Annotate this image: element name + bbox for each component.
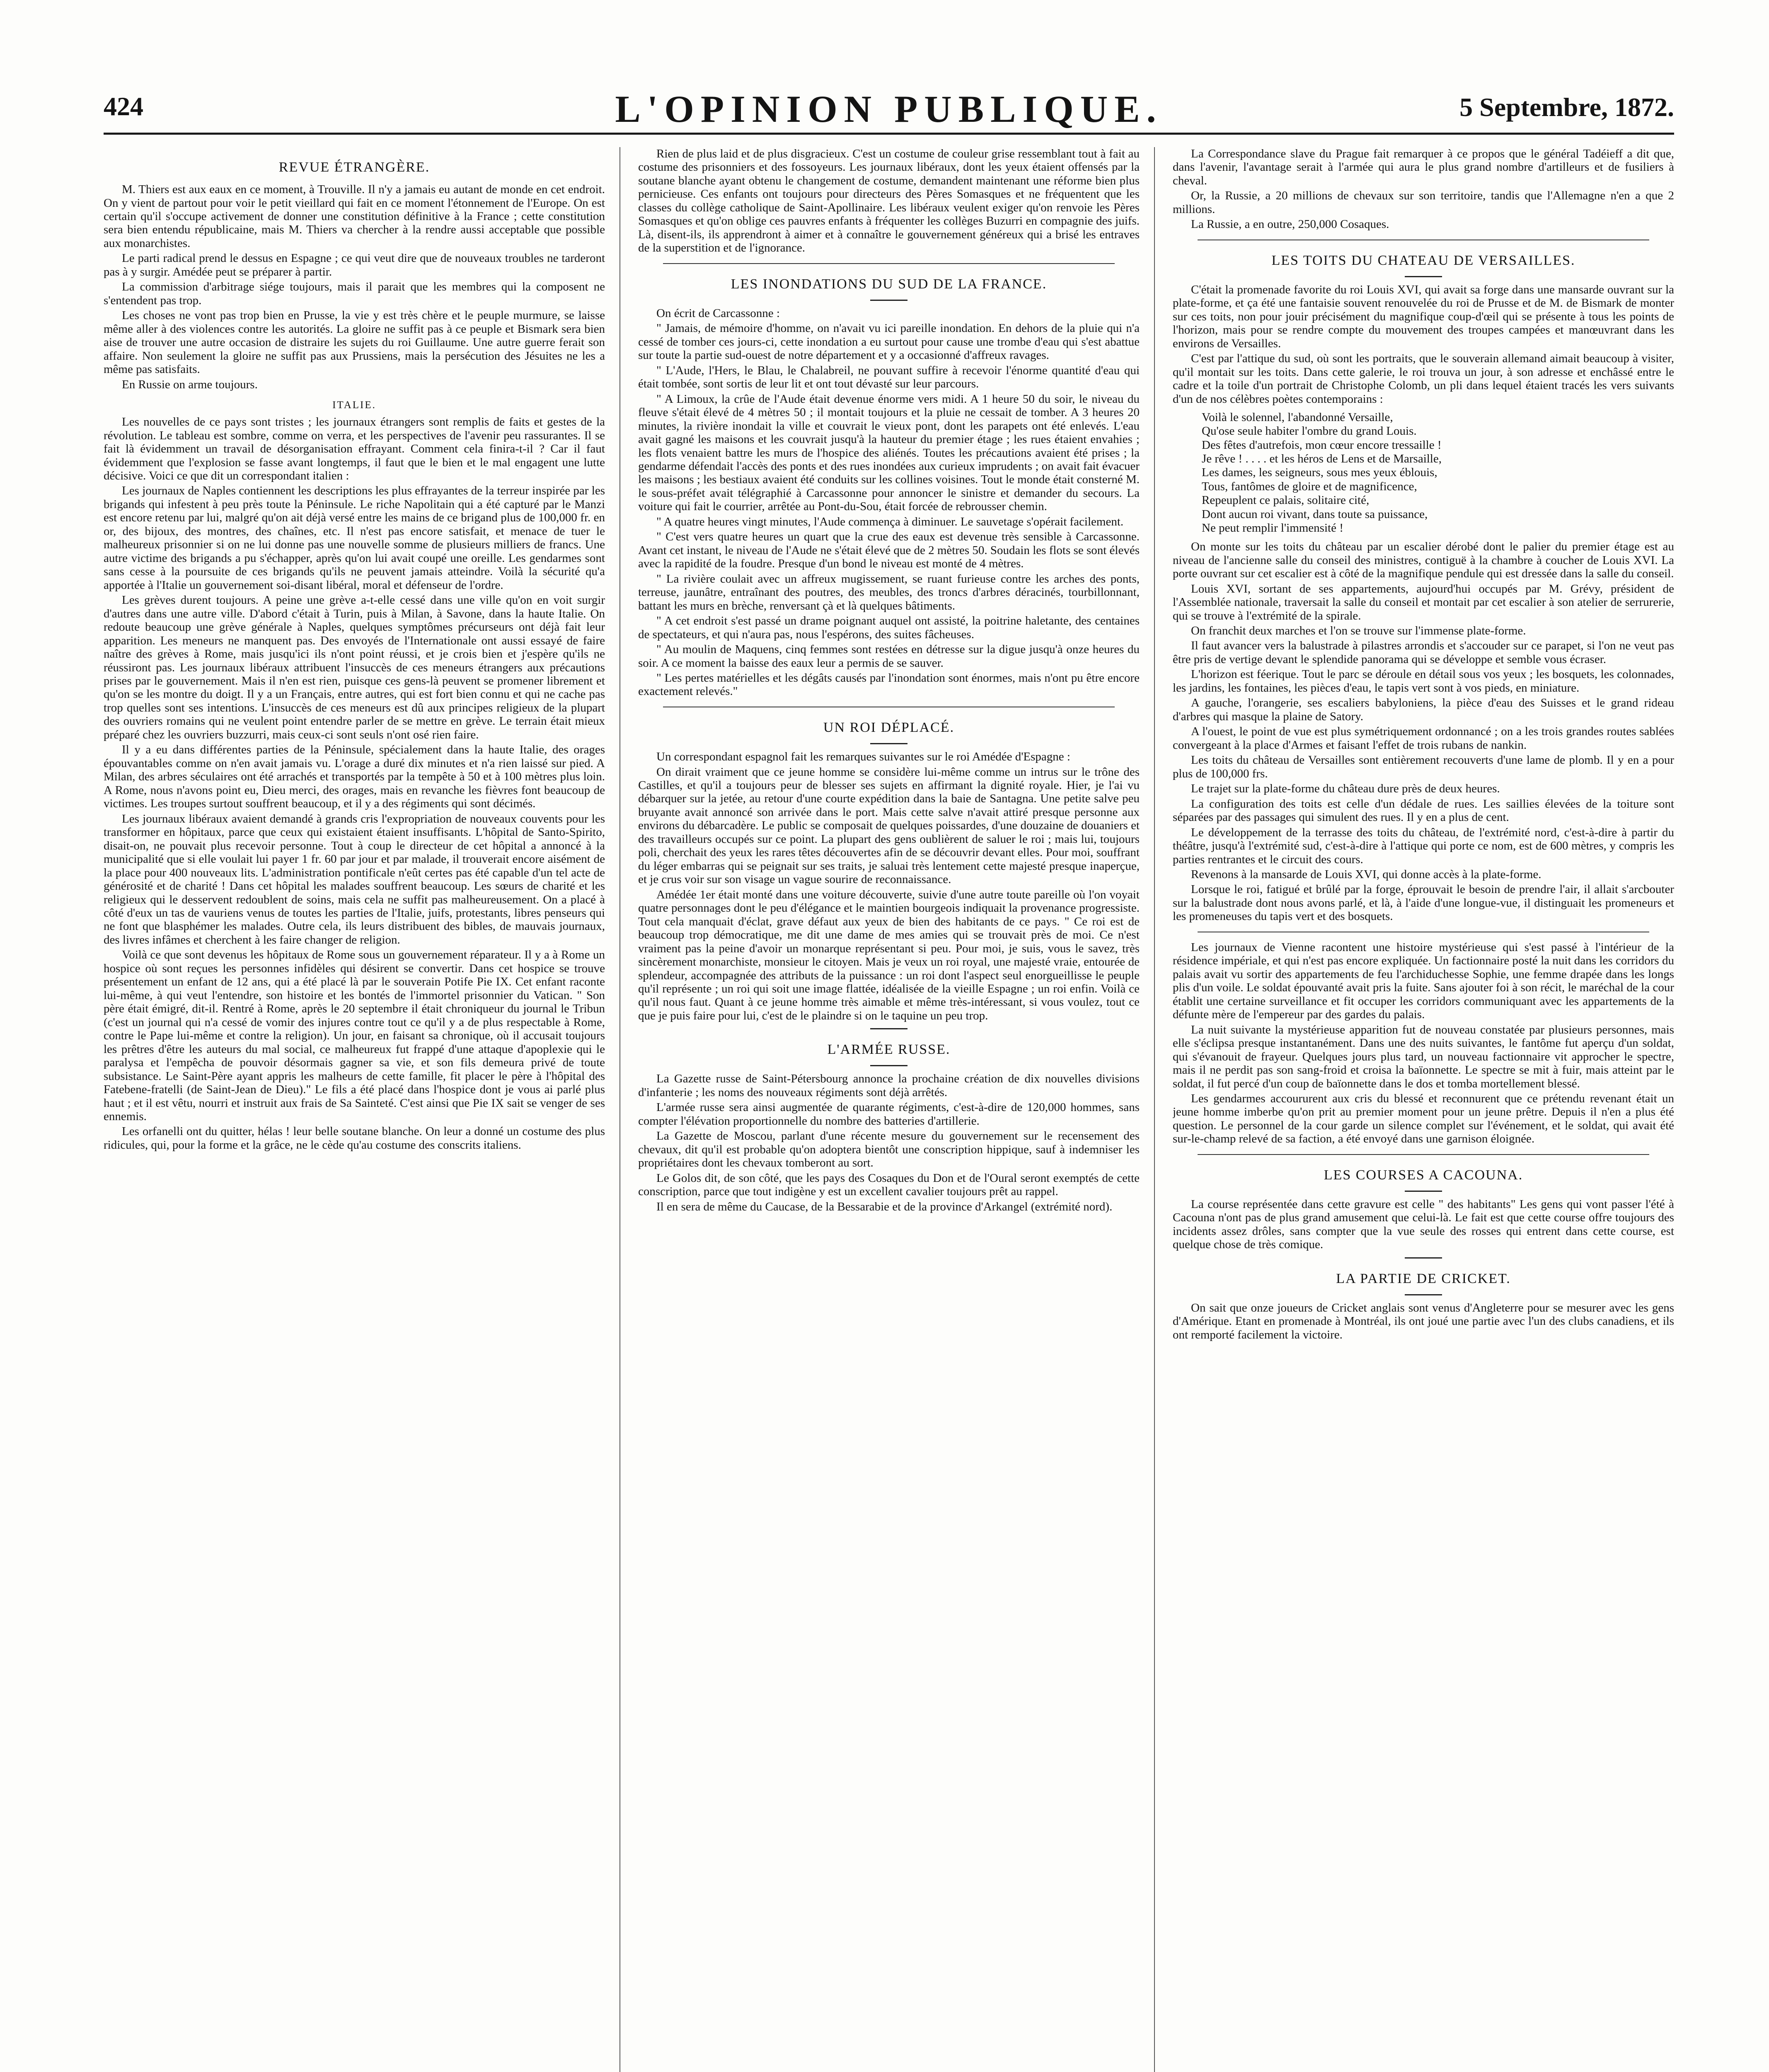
paragraph: " Les pertes matérielles et les dégâts causés par l'inondation sont énormes, mais n'ont pu être encore exactement relevés." bbox=[638, 671, 1140, 698]
section-rule bbox=[870, 1028, 907, 1029]
paragraph: On écrit de Carcassonne : bbox=[656, 306, 780, 320]
paragraph: Le parti radical prend le dessus en Espagne ; ce qui veut dire que de nouveaux troubles ne tarderont pas à y surgir. Amédée peut se préparer à partir. bbox=[104, 252, 605, 278]
paragraph: Rien de plus laid et de plus disgracieux. C'est un costume de couleur grise ressemblant tout à fait au costume des prisonniers et des fossoyeurs. Les journaux libéraux, dont les yeux étaient offensés par la soutane blanche ayant obtenu le changement de costume, demandent maintenant une réforme bien plus pernicieuse. Ces enfants ont toujours pour directeurs des Pères Somasques et ne fréquentent que les classes du collège catholique de Saint-Apollinaire. Les libéraux veulent exiger qu'on renvoie les Pères Somasques et qu'on oblige ces pauvres enfants à fréquenter les collèges Buzurri en compagnie des juifs. Là, disent-ils, ils apprendront à aimer et à connaître le gouvernement généreux qui a brisé les entraves de la superstition et de l'ignorance. bbox=[638, 147, 1140, 255]
cacouna-paragraphs bbox=[1173, 1198, 1674, 1251]
paragraph: Les toits du château de Versailles sont entièrement recouverts d'une lame de plomb. Il y en a pour plus de 100,000 frs. bbox=[1173, 753, 1674, 780]
poem-line: Les dames, les seigneurs, sous mes yeux éblouis, bbox=[1202, 466, 1437, 479]
paragraph: Les gendarmes accoururent aux cris du blessé et reconnurent que ce prétendu revenant était un jeune homme imberbe qu'on prit au premier moment pour un jeune prêtre. Depuis il n'en a plus été question. Le personnel de la cour garde un silence complet sur l'événement, et le soldat, qui avait été sur-le-champ relevé de sa faction, a été envoyé dans une garnison éloignée. bbox=[1173, 1092, 1674, 1146]
paragraph: " La rivière coulait avec un affreux mugissement, se ruant furieuse contre les arches des ponts, terreuse, jaunâtre, entraînant des poutres, des meubles, des troncs d'arbres déracinés, tourbillonnant, battant les murs en brèche, renversant çà et là quelques bâtiments. bbox=[638, 572, 1140, 612]
paragraph: La Gazette de Moscou, parlant d'une récente mesure du gouvernement sur le recensement des chevaux, dit qu'il est probable qu'on adoptera bientôt une conscription hippique, sauf à indemniser les propriétaires dont les chevaux tomberont au sort. bbox=[638, 1129, 1140, 1170]
versailles-paragraphs-2 bbox=[1173, 540, 1674, 923]
paragraph: Revenons à la mansarde de Louis XVI, qui donne accès à la plate-forme. bbox=[1191, 867, 1542, 881]
column-1 bbox=[104, 147, 605, 2072]
revue-paragraphs bbox=[104, 183, 605, 391]
roi-paragraphs bbox=[638, 750, 1140, 1022]
floods-paragraphs bbox=[638, 307, 1140, 698]
paragraph: " C'est vers quatre heures un quart que la crue des eaux est devenue très sensible à Carcassonne. Avant cet instant, le niveau de l'Aude ne s'était élevé que de 2 mètres 50. Soudain les flots se sont élevés avec la rapidité de la foudre. Presque d'un bond le niveau est monté de 4 mètres. bbox=[638, 530, 1140, 571]
masthead bbox=[104, 87, 1674, 135]
paragraph: La commission d'arbitrage siége toujours, mais il parait que les membres qui la composent ne s'entendent pas trop. bbox=[104, 280, 605, 307]
paragraph: Louis XVI, sortant de ses appartements, aujourd'hui occupés par M. Grévy, président de l'Assemblée nationale, traversait la salle du conseil et montait par cet escalier à son atelier de serrurerie, qui se trouve à l'extrémité de la spirale. bbox=[1173, 582, 1674, 622]
paragraph: Il y a eu dans différentes parties de la Péninsule, spécialement dans la haute Italie, des orages épouvantables comme on n'en avait jamais vu. L'orage a duré dix minutes et n'a rien laissé sur pied. A Milan, des arbres séculaires ont été arrachés et transportés par la tempête à 50 et à 100 mètres plus loin. A Rome, nous n'avons point eu, Dieu merci, des orages, mais en revanche les fièvres font beaucoup de victimes. Les troupes surtout souffrent beaucoup, et il y a des régiments qui sont décimés. bbox=[104, 743, 605, 811]
paragraph: La Correspondance slave du Prague fait remarquer à ce propos que le général Tadéieff a dit que, dans l'avenir, l'avantage serait à l'armée qui aura le plus grand nombre d'artilleurs et de fusiliers à cheval. bbox=[1173, 147, 1674, 187]
heading-rule bbox=[1405, 1294, 1442, 1295]
paragraph: Il en sera de même du Caucase, de la Bessarabie et de la province d'Arkangel (extrémité nord). bbox=[656, 1200, 1113, 1213]
paragraph: On sait que onze joueurs de Cricket anglais sont venus d'Angleterre pour se mesurer avec les gens d'Amérique. Etant en promenade à Montréal, ils ont joué une partie avec l'un des clubs canadiens, et ils ont remporté facilement la victoire. bbox=[1173, 1301, 1674, 1341]
paragraph: Lorsque le roi, fatigué et brûlé par la forge, éprouvait le besoin de prendre l'air, il allait s'arcbouter sur la balustrade dont nous avons parlé, et là, à l'aide d'une longue-vue, il distinguait les promeneurs et les promeneuses du tapis vert et des bosquets. bbox=[1173, 883, 1674, 923]
paragraph: C'était la promenade favorite du roi Louis XVI, qui avait sa forge dans une mansarde ouvrant sur la plate-forme, et ça été une fantaisie souvent renouvelée du roi de Prusse et de M. de Bismark de monter sur ces toits, non pour jouir précisément du magnifique coup-d'œil qui se présente à tous les points de l'horizon, mais pour se rendre compte du mouvement des troupes campées et manœuvrant dans les environs de Versailles. bbox=[1173, 283, 1674, 350]
paragraph: Les journaux de Vienne racontent une histoire mystérieuse qui s'est passé à l'intérieur de la résidence impériale, et qui n'est pas encore expliquée. Un factionnaire posté la nuit dans les corridors du palais avait vu sortir des appartements de feu l'archiduchesse Sophie, une femme drapée dans les longs plis d'un voile. Le soldat épouvanté avait pris la fuite. Sans ajouter foi à son récit, le maréchal de la cour établit une certaine surveillance et fit occuper les corridors communiquant avec les appartements de la défunte mère de l'empereur par des gardes du palais. bbox=[1173, 940, 1674, 1021]
paragraph: Or, la Russie, a 20 millions de chevaux sur son territoire, tandis que l'Allemagne n'en a que 2 millions. bbox=[1173, 189, 1674, 216]
paragraph: Les choses ne vont pas trop bien en Prusse, la vie y est très chère et le peuple murmure, se laisse même aller à des violences contre les autorités. La gloire ne suffit pas à ce peuple et Bismark sera bien aise de trouver une autre occasion de distraire les sujets du roi Guillaume. Une autre guerre ferait son affaire. Non seulement la gloire ne suffit pas aux Prussiens, mais la persécution des Jésuites ne les a même pas satisfaits. bbox=[104, 309, 605, 376]
paragraph: La Russie, a en outre, 250,000 Cosaques. bbox=[1191, 218, 1389, 231]
paragraph: Le trajet sur la plate-forme du château dure près de deux heures. bbox=[1191, 782, 1500, 796]
section-heading-cacouna: LES COURSES A CACOUNA. bbox=[1324, 1167, 1523, 1183]
paragraph: C'est par l'attique du sud, où sont les portraits, que le souverain allemand aimait beaucoup à visiter, qu'il montait sur les toits. Dans cette galerie, le roi trouva un jour, à son adresse et enchâssé entre le cadre et la toile d'un portrait de Christophe Colomb, un pli dans lequel étaient tracés les vers suivants d'un de nos célèbres poètes contemporains : bbox=[1173, 352, 1674, 406]
heading-rule bbox=[870, 1065, 907, 1066]
paragraph: M. Thiers est aux eaux en ce moment, à Trouville. Il n'y a jamais eu autant de monde en cet endroit. On y vient de partout pour voir le petit vieillard qui fait en ce moment l'étonnement de l'Europe. On est certain qu'il s'occupe activement de donner une constitution définitive à la France ; cette constitution sera bien entendu républicaine, mais M. Thiers va chercher à la rendre aussi acceptable que possible aux monarchistes. bbox=[104, 183, 605, 250]
poem-line: Tous, fantômes de gloire et de magnificence, bbox=[1202, 479, 1417, 493]
paragraph: La course représentée dans cette gravure est celle " des habitants" Les gens qui vont passer l'été à Cacouna n'ont pas de plus grand amusement que celui-là. Le fait est que cette course offre toujours des incidents assez drôles, sans compter que la vue seule des rosses qui entrent dans cette course, est quelque chose de très comique. bbox=[1173, 1197, 1674, 1251]
paragraph: On dirait vraiment que ce jeune homme se considère lui-même comme un intrus sur le trône des Castilles, et qu'il a toujours peur de blesser ses sujets en affirmant la dignité royale. Hier, je l'ai vu débarquer sur la jetée, au retour d'une courte expédition dans la baie de Santagna. Une petite salve peu bruyante avait annoncé son arrivée dans le port. Mais cette salve n'avait attiré presque personne aux environs du débarcadère. Le public se composait de quelques poissardes, d'une douzaine de douaniers et des travailleurs occupés sur ce point. La plupart des gens oublièrent de saluer le roi ; mais lui, toujours poli, cherchait des yeux les rares têtes découvertes afin de se découvrir devant elles. Pour moi, souffrant du léger embarras qui se peignait sur ses traits, je saluai très lentement cette majesté presque inaperçue, et je crus voir sur son visage un vague sourire de reconnaissance. bbox=[638, 765, 1140, 886]
paragraph: Les grèves durent toujours. A peine une grève a-t-elle cessé dans une ville qu'on en voit surgir d'autres dans une autre ville. D'abord c'était à Turin, puis à Milan, à Savone, dans la haute Italie. On redoute beaucoup une grève générale à Naples, quelques symptômes précurseurs ont déjà fait leur apparition. Les meneurs ne manquent pas. Des envoyés de l'Internationale ont aussi essayé de faire naître des grèves à Rome, mais jusqu'ici ils n'ont point réussi, et je crois bien et j'espère qu'ils ne réussiront pas. Les journaux libéraux attribuent l'insuccès de ces meneurs étrangers aux précautions prises par le gouvernement. Mais il n'en est rien, puisque ces gens-là peuvent se promener librement et qu'on se les montre du doigt. Il y a un Français, entre autres, qui est fort bien connu et qui ne cache pas trop quelles sont ses intentions. L'insuccès de ces meneurs est dû aux principes religieux de la plupart des ouvriers romains qui ne veulent point entendre parler de se mettre en grève. Le terrain était mieux préparé chez les ouvriers buzzurri, mais ceux-ci sont seuls n'ont osé rien faire. bbox=[104, 593, 605, 741]
newspaper-title: L'OPINION PUBLIQUE. bbox=[615, 88, 1163, 130]
paragraph: On monte sur les toits du château par un escalier dérobé dont le palier du premier étage est au niveau de l'ancienne salle du conseil des ministres, contiguë à la chambre à coucher de Louis XVI. La porte ouvrant sur cet escalier est à côté de la magnifique pendule qui est dressée dans la salle du conseil. bbox=[1173, 540, 1674, 581]
heading-rule bbox=[870, 300, 907, 301]
paragraph: On franchit deux marches et l'on se trouve sur l'immense plate-forme. bbox=[1191, 624, 1526, 638]
paragraph: Les journaux libéraux avaient demandé à grands cris l'expropriation de nouveaux couvents pour les transformer en hôpitaux, parce que ceux qui existaient étaient insuffisants. L'hôpital de Santo-Spirito, disait-on, ne pouvait plus recevoir personne. Tout à coup le directeur de cet hôpital a annoncé à la municipalité que si elle voulait lui payer 1 fr. 60 par jour et par malade, il trouverait encore aisément de la place pour 400 nouveaux lits. L'administration pontificale n'eût certes pas été capable d'un tel acte de générosité et de charité ! Dans cet hôpital les malades souffrent beaucoup. Les sœurs de charité et les religieux qui le desservent redoublent de soins, mais cela ne suffit pas malheureusement. On a placé à côté d'eux un tas de vauriens venus de toutes les parties de l'Italie, juifs, protestants, libres penseurs qui ne font que blasphémer les malades. Outre cela, ils leurs distribuent des bibles, de mauvais journaux, des livres infâmes et cherchent à les faire changer de religion. bbox=[104, 812, 605, 946]
section-heading-floods: LES INONDATIONS DU SUD DE LA FRANCE. bbox=[731, 276, 1047, 292]
versailles-paragraphs-1 bbox=[1173, 283, 1674, 406]
poem-line: Repeuplent ce palais, solitaire cité, bbox=[1202, 494, 1370, 507]
heading-rule bbox=[1405, 276, 1442, 277]
heading-rule bbox=[870, 743, 907, 744]
paragraph: En Russie on arme toujours. bbox=[122, 378, 258, 391]
poem-line: Je rêve ! . . . . et les héros de Lens et de Marsaille, bbox=[1202, 452, 1442, 466]
paragraph: Les nouvelles de ce pays sont tristes ; les journaux étrangers sont remplis de faits et gestes de la révolution. Le tableau est sombre, comme on verra, et les perspectives de l'avenir peu rassurantes. Il se fait là évidemment un travail de désorganisation effrayant. Comment cela finira-t-il ? Car il faut évidemment que l'explosion se fasse avant longtemps, il faut que le bien et le mal engagent une lutte décisive. Voici ce que dit un correspondant italien : bbox=[104, 415, 605, 482]
section-heading-armee: L'ARMÉE RUSSE. bbox=[827, 1042, 951, 1058]
vienne-paragraphs bbox=[1173, 941, 1674, 1146]
section-heading-cricket: LA PARTIE DE CRICKET. bbox=[1336, 1271, 1511, 1286]
poem-line: Ne peut remplir l'immensité ! bbox=[1202, 521, 1343, 535]
poem-line: Dont aucun roi vivant, dans toute sa puissance, bbox=[1202, 507, 1428, 521]
issue-date: 5 Septembre, 1872. bbox=[1459, 92, 1674, 122]
paragraph: Voilà ce que sont devenus les hôpitaux de Rome sous un gouvernement réparateur. Il y a à Rome un hospice où sont reçues les personnes infidèles qui désirent se convertir. Dans cet hospice se trouve présentement un enfant de 12 ans, qui a été placé là par le souverain Potife Pie IX. Cet enfant raconte lui-même, à qui veut l'entendre, son histoire et les bontés de l'immortel prisonnier du Vatican. " Son père était émigré, dit-il. Rentré à Rome, après le 20 septembre il était chroniqueur du journal le Tribun (c'est un journal qui n'a cessé de vomir des injures contre tout ce qu'il y a de plus respectable à Rome, contre le Pape lui-même et contre la religion). Un jour, en faisant sa chronique, où il accusait toujours les prêtres d'être les auteurs du mal social, ce malheureux fut frappé d'une attaque d'apoplexie qui le paralysa et l'empêcha de pouvoir désormais gagner sa vie, et son fils demeura privé de toute subsistance. Le Saint-Père ayant appris les malheurs de cette famille, fit placer le père à l'hôpital des Fatebene-fratelli (de Saint-Jean de Dieu)." Le fils a été placé dans l'hospice dont je vous ai parlé plus haut ; et il est vêtu, nourri et instruit aux frais de Sa Sainteté. C'est ainsi que Pie IX sait se venger de ses ennemis. bbox=[104, 948, 605, 1123]
section-heading-revue: REVUE ÉTRANGÈRE. bbox=[278, 160, 430, 175]
poem bbox=[1202, 411, 1674, 535]
section-rule bbox=[663, 263, 1115, 264]
paragraph: A l'ouest, le point de vue est plus symétriquement ordonnancé ; on a les trois grandes routes sablées convergeant à la place d'Armes et faisant l'effet de trois rubans de nankin. bbox=[1173, 725, 1674, 752]
section-heading-roi: UN ROI DÉPLACÉ. bbox=[823, 719, 955, 735]
poem-line: Des fêtes d'autrefois, mon cœur encore tressaille ! bbox=[1202, 438, 1442, 452]
paragraph: " A quatre heures vingt minutes, l'Aude commença à diminuer. Le sauvetage s'opérait facilement. bbox=[656, 515, 1124, 528]
paragraph: " A cet endroit s'est passé un drame poignant auquel ont assisté, la poitrine haletante, des centaines de spectateurs, et qui n'aura pas, nous l'espérons, des suites fâcheuses. bbox=[638, 614, 1140, 641]
column-3 bbox=[1173, 147, 1674, 2072]
orfanelli-paragraphs bbox=[638, 147, 1140, 255]
paragraph: A gauche, l'orangerie, ses escaliers babyloniens, la pièce d'eau des Suisses et le grand rideau d'arbres qui masque la plaine de Satory. bbox=[1173, 696, 1674, 723]
paragraph: La nuit suivante la mystérieuse apparition fut de nouveau constatée par plusieurs personnes, mais elle s'éclipsa presque instantanément. Dans une des nuits suivantes, le fantôme fut aperçu d'un soldat, qui s'évanouit de frayeur. Quelques jours plus tard, un nouveau factionnaire vit approcher le spectre, mais il ne perdit pas son sang-froid et croisa la baïonnette. Le spectre se mit à fuir, mais atteint par le soldat, il fut percé d'un coup de baïonnette dans le dos et tomba mortellement blessé. bbox=[1173, 1023, 1674, 1090]
paragraph: La configuration des toits est celle d'un dédale de rues. Les saillies élevées de la toiture sont séparées par des passages qui simulent des rues. Il y en a plus de cent. bbox=[1173, 797, 1674, 824]
paragraph: Amédée 1er était monté dans une voiture découverte, suivie d'une autre toute pareille où l'on voyait quatre personnages dont le peu d'élégance et le maintien bourgeois indiquait la provenance progressiste. Tout cela manquait d'éclat, grave défaut aux yeux de bien des habitants de ce pays. " Ce roi est de beaucoup trop démocratique, me dit une dame de mes amies qui se trouvait près de moi. Ce n'est vraiment pas la peine d'avoir un monarque représentant si peu. Pour moi, je suis, vous le savez, très sincèrement monarchiste, monsieur le citoyen. Mais je veux un roi royal, une majesté vraie, entourée de splendeur, accompagnée des attributs de la puissance : un roi dont l'aspect seul enorgueillisse le peuple qu'il représente ; un roi qui soit une image flattée, idéalisée de la vieille Espagne ; un roi enfin. Voilà ce qu'il nous faut. Quant à ce jeune homme très aimable et même très-intéressant, si vous voulez, tout ce que je puis faire pour lui, c'est de le plaindre si on le taquine un peu trop. bbox=[638, 888, 1140, 1022]
paragraph: L'horizon est féerique. Tout le parc se déroule en détail sous vos yeux ; les bosquets, les colonnades, les jardins, les fontaines, les pièces d'eau, le tapis vert sont à vos pieds, en miniature. bbox=[1173, 668, 1674, 695]
cricket-paragraphs bbox=[1173, 1301, 1674, 1341]
subheading-italie: ITALIE. bbox=[332, 399, 376, 411]
poem-line: Voilà le solennel, l'abandonné Versaille, bbox=[1202, 411, 1393, 424]
paragraph: " Au moulin de Maquens, cinq femmes sont restées en détresse sur la digue jusqu'à onze heures du soir. A ce moment la baisse des eaux leur a permis de se sauver. bbox=[638, 643, 1140, 670]
section-rule bbox=[1405, 1257, 1442, 1259]
paragraph: Il faut avancer vers la balustrade à pilastres arrondis et s'accouder sur ce parapet, si l'on ne veut pas être pris de vertige devant le splendide panorama qui se développe et semble vous écraser. bbox=[1173, 639, 1674, 666]
column-divider bbox=[1154, 147, 1155, 2072]
page-number: 424 bbox=[104, 92, 143, 121]
russie-paragraphs bbox=[1173, 147, 1674, 231]
section-heading-versailles: LES TOITS DU CHATEAU DE VERSAILLES. bbox=[1271, 252, 1575, 268]
paragraph: L'armée russe sera ainsi augmentée de quarante régiments, c'est-à-dire de 120,000 hommes, sans compter l'élévation proportionnelle du nombre des batteries d'artillerie. bbox=[638, 1101, 1140, 1128]
paragraph: Les orfanelli ont du quitter, hélas ! leur belle soutane blanche. On leur a donné un costume des plus ridicules, qui, pour la forme et la grâce, ne le cède qu'au costume des conscrits italiens. bbox=[104, 1125, 605, 1152]
poem-line: Qu'ose seule habiter l'ombre du grand Louis. bbox=[1202, 424, 1417, 438]
paragraph: " L'Aude, l'Hers, le Blau, le Chalabreil, ne pouvant suffire à recevoir l'énorme quantité d'eau qui était tombée, sont sortis de leur lit et ont tout dévasté sur leur parcours. bbox=[638, 363, 1140, 391]
italie-paragraphs bbox=[104, 415, 605, 1152]
paragraph: La Gazette russe de Saint-Pétersbourg annonce la prochaine création de dix nouvelles divisions d'infanterie ; les noms des nouveaux régiments sont déjà arrêtés. bbox=[638, 1072, 1140, 1099]
paragraph: Le Golos dit, de son côté, que les pays des Cosaques du Don et de l'Oural seront exemptés de cette conscription, parce que tout indigène y est un excellent cavalier toujours prêt au rappel. bbox=[638, 1171, 1140, 1198]
column-2 bbox=[638, 147, 1140, 2072]
armee-paragraphs bbox=[638, 1072, 1140, 1213]
section-rule bbox=[1198, 1154, 1649, 1155]
paragraph: Les journaux de Naples contiennent les descriptions les plus effrayantes de la terreur inspirée par les brigands qui infestent à peu près toute la Péninsule. Le riche Napolitain qui a été capturé par le Manzi est encore retenu par lui, malgré qu'on ait déjà versé entre les mains de ce brigand plus de 100,000 fr. en or, des bijoux, des montres, des chaînes, etc. Il n'est pas encore satisfait, et menace de tuer le malheureux prisonnier si on ne lui donne pas une nouvelle somme de plusieurs milliers de francs. Une autre victime des brigands a pu s'échapper, après qu'on lui avait coupé une oreille. Les gendarmes sont sans cesse à la poursuite de ces brigands qu'ils ne peuvent jamais atteindre. Voilà la sécurité qu'a apportée à l'Italie un gouvernement soi-disant libéral, moral et défenseur de l'ordre. bbox=[104, 484, 605, 592]
heading-rule bbox=[1405, 1191, 1442, 1192]
paragraph: Le développement de la terrasse des toits du château, de l'extrémité nord, c'est-à-dire à partir du théâtre, jusqu'à l'extrémité sud, c'est-à-dire à l'attique qui porte ce nom, est de 600 mètres, y compris les parties rentrantes et le circuit des cours. bbox=[1173, 825, 1674, 866]
paragraph: " Jamais, de mémoire d'homme, on n'avait vu ici pareille inondation. En dehors de la pluie qui n'a cessé de tomber ces jours-ci, cette inondation a eu surtout pour cause une trombe d'eau qui s'est abattue sur toute la partie sud-ouest de notre département et y a occasionné d'affreux ravages. bbox=[638, 322, 1140, 362]
paragraph: " A Limoux, la crûe de l'Aude était devenue énorme vers midi. A 1 heure 50 du soir, le niveau du fleuve s'était élevé de 4 mètres 50 ; il montait toujours et la pluie ne cessait de tomber. A 3 heures 20 minutes, la rivière inondait la ville et couvrait le vieux pont, dont les parapets ont été enlevés. L'eau avait gagné les maisons et les couvrait jusqu'à la hauteur du premier étage ; les rues étaient envahies ; les flots venaient battre les murs de l'hospice des aliénés. Toutes les précautions avaient été prises ; la gendarme défendait l'accès des ponts et des rues inondées aux curieux imprudents ; on avait fait évacuer les maisons ; les bestiaux avaient été conduits sur les collines voisines. Tout le monde était consterné M. le sous-préfet avait télégraphié à Carcassonne pour annoncer le sinistre et demander du secours. La voiture qui fait le courrier, arrêtée au Pont-du-Sou, était forcée de rebrousser chemin. bbox=[638, 392, 1140, 513]
paragraph: Un correspondant espagnol fait les remarques suivantes sur le roi Amédée d'Espagne : bbox=[656, 750, 1070, 764]
